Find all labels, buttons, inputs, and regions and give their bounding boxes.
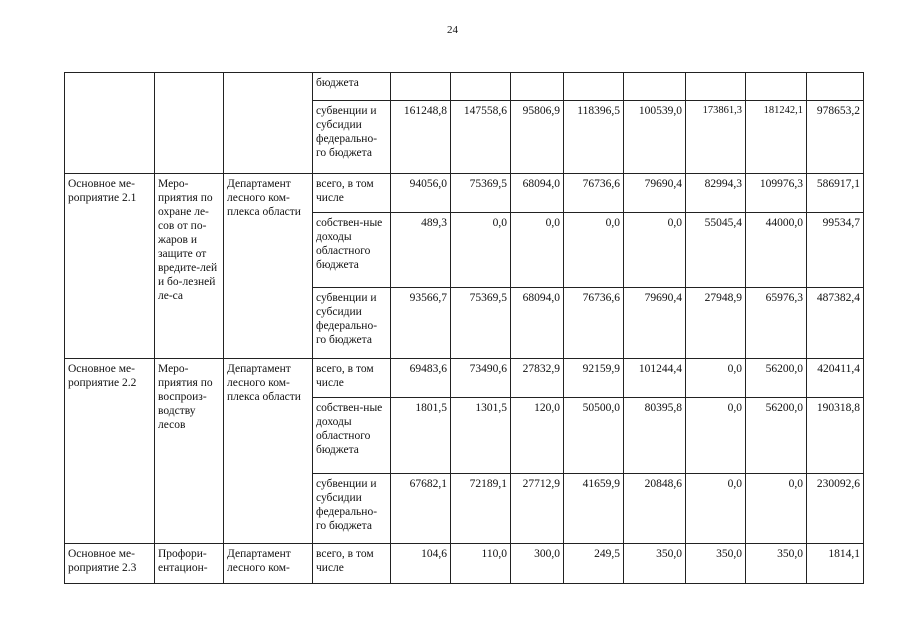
value-cell xyxy=(624,73,686,101)
page-number: 24 xyxy=(447,24,458,36)
value-cell xyxy=(451,73,511,101)
funding-source-cell: всего, в том числе xyxy=(313,544,391,584)
value-cell: 93566,7 xyxy=(391,288,451,359)
value-cell: 75369,5 xyxy=(451,288,511,359)
funding-source-cell: субвенции и субсидии федерально-го бюджета xyxy=(313,288,391,359)
value-cell: 110,0 xyxy=(451,544,511,584)
value-cell: 147558,6 xyxy=(451,101,511,174)
value-cell: 73490,6 xyxy=(451,359,511,398)
value-cell: 80395,8 xyxy=(624,398,686,474)
value-cell: 0,0 xyxy=(511,213,564,288)
value-cell: 27712,9 xyxy=(511,474,564,544)
funding-source-cell: всего, в том числе xyxy=(313,174,391,213)
funding-source-cell: бюджета xyxy=(313,73,391,101)
value-cell: 181242,1 xyxy=(746,101,807,174)
value-cell: 161248,8 xyxy=(391,101,451,174)
event-description-cell xyxy=(155,73,224,174)
table-row xyxy=(65,544,864,584)
executor-cell: Департамент лесного ком- xyxy=(224,544,313,584)
value-cell: 20848,6 xyxy=(624,474,686,544)
value-cell xyxy=(746,73,807,101)
value-cell xyxy=(564,73,624,101)
activity-name-cell: Основное ме-роприятие 2.1 xyxy=(65,174,155,359)
value-cell: 0,0 xyxy=(451,213,511,288)
value-cell: 1814,1 xyxy=(807,544,864,584)
budget-table xyxy=(64,72,864,584)
table-row xyxy=(65,174,864,213)
value-cell: 0,0 xyxy=(686,474,746,544)
value-cell: 65976,3 xyxy=(746,288,807,359)
value-cell xyxy=(686,73,746,101)
value-cell: 101244,4 xyxy=(624,359,686,398)
value-cell: 350,0 xyxy=(624,544,686,584)
value-cell: 1801,5 xyxy=(391,398,451,474)
value-cell: 249,5 xyxy=(564,544,624,584)
value-cell: 27832,9 xyxy=(511,359,564,398)
funding-source-cell: собствен-ные доходы областного бюджета xyxy=(313,398,391,474)
value-cell: 190318,8 xyxy=(807,398,864,474)
value-cell: 82994,3 xyxy=(686,174,746,213)
value-cell: 72189,1 xyxy=(451,474,511,544)
value-cell: 230092,6 xyxy=(807,474,864,544)
executor-cell xyxy=(224,73,313,174)
value-cell: 50500,0 xyxy=(564,398,624,474)
value-cell: 68094,0 xyxy=(511,174,564,213)
value-cell: 0,0 xyxy=(686,398,746,474)
activity-name-cell: Основное ме-роприятие 2.2 xyxy=(65,359,155,544)
value-cell: 100539,0 xyxy=(624,101,686,174)
value-cell: 75369,5 xyxy=(451,174,511,213)
value-cell: 120,0 xyxy=(511,398,564,474)
executor-cell: Департамент лесного ком-плекса области xyxy=(224,359,313,544)
value-cell: 41659,9 xyxy=(564,474,624,544)
value-cell xyxy=(391,73,451,101)
value-cell: 79690,4 xyxy=(624,174,686,213)
value-cell: 56200,0 xyxy=(746,359,807,398)
value-cell: 487382,4 xyxy=(807,288,864,359)
value-cell: 0,0 xyxy=(746,474,807,544)
funding-source-cell: всего, в том числе xyxy=(313,359,391,398)
executor-cell: Департамент лесного ком-плекса области xyxy=(224,174,313,359)
funding-source-cell: субвенции и субсидии федерально-го бюджета xyxy=(313,474,391,544)
activity-name-cell xyxy=(65,73,155,174)
value-cell: 27948,9 xyxy=(686,288,746,359)
value-cell: 0,0 xyxy=(564,213,624,288)
value-cell: 350,0 xyxy=(686,544,746,584)
value-cell: 420411,4 xyxy=(807,359,864,398)
table-row xyxy=(65,359,864,398)
value-cell: 67682,1 xyxy=(391,474,451,544)
value-cell: 300,0 xyxy=(511,544,564,584)
value-cell: 350,0 xyxy=(746,544,807,584)
table-row xyxy=(65,73,864,101)
activity-name-cell: Основное ме-роприятие 2.3 xyxy=(65,544,155,584)
value-cell: 76736,6 xyxy=(564,174,624,213)
funding-source-cell: собствен-ные доходы областного бюджета xyxy=(313,213,391,288)
value-cell: 44000,0 xyxy=(746,213,807,288)
value-cell: 586917,1 xyxy=(807,174,864,213)
value-cell: 0,0 xyxy=(624,213,686,288)
value-cell: 109976,3 xyxy=(746,174,807,213)
funding-source-cell: субвенции и субсидии федерально-го бюджета xyxy=(313,101,391,174)
table-body xyxy=(65,73,864,584)
value-cell: 92159,9 xyxy=(564,359,624,398)
value-cell: 56200,0 xyxy=(746,398,807,474)
value-cell: 118396,5 xyxy=(564,101,624,174)
value-cell: 55045,4 xyxy=(686,213,746,288)
value-cell: 68094,0 xyxy=(511,288,564,359)
value-cell: 489,3 xyxy=(391,213,451,288)
value-cell: 94056,0 xyxy=(391,174,451,213)
event-description-cell: Профори-ентацион- xyxy=(155,544,224,584)
value-cell: 1301,5 xyxy=(451,398,511,474)
value-cell: 95806,9 xyxy=(511,101,564,174)
value-cell: 978653,2 xyxy=(807,101,864,174)
value-cell: 173861,3 xyxy=(686,101,746,174)
value-cell xyxy=(511,73,564,101)
value-cell: 79690,4 xyxy=(624,288,686,359)
event-description-cell: Меро-приятия по охране ле-сов от по-жаров и защите от вредите-лей и бо-лезней ле-са xyxy=(155,174,224,359)
value-cell: 0,0 xyxy=(686,359,746,398)
value-cell xyxy=(807,73,864,101)
value-cell: 69483,6 xyxy=(391,359,451,398)
value-cell: 99534,7 xyxy=(807,213,864,288)
value-cell: 104,6 xyxy=(391,544,451,584)
value-cell: 76736,6 xyxy=(564,288,624,359)
event-description-cell: Меро-приятия по воспроиз-водству лесов xyxy=(155,359,224,544)
